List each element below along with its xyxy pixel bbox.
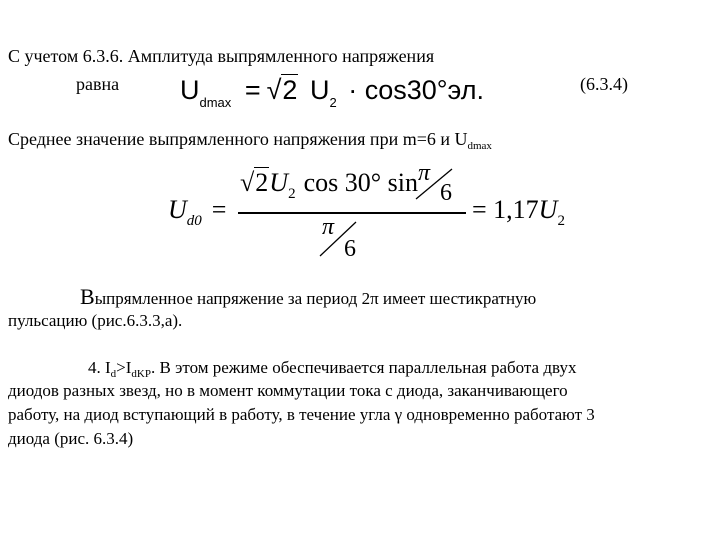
fraction-slash xyxy=(410,163,460,203)
paragraph-line: С учетом 6.3.6. Амплитуда выпрямленного напряжения xyxy=(8,46,435,66)
formula-subscript: dmax xyxy=(199,95,232,110)
paragraph-line: работу, на диод вступающий в работу, в течение угла γ одновременно работают 3 xyxy=(8,405,595,424)
formula-variable: U xyxy=(309,75,330,105)
formula-lhs xyxy=(168,195,226,230)
text-subscript: dmax xyxy=(467,140,492,152)
formula-subscript: 2 xyxy=(557,213,565,229)
paragraph-line: диодов разных звезд, но в момент коммутации тока с диода, заканчивающего xyxy=(8,381,568,400)
formula-subscript: d0 xyxy=(186,213,202,229)
paragraph-line: пульсацию (рис.6.3.3,а). xyxy=(8,311,183,330)
formula-subscript: 2 xyxy=(329,95,337,110)
sqrt-argument: 2 xyxy=(282,75,298,105)
text-subscript: dKP xyxy=(131,368,151,380)
paragraph-text: ыпрямленное напряжение за период 2π имеет шестикратную xyxy=(94,289,537,308)
paragraph-text: Среднее значение выпрямленного напряжения при m=6 и U xyxy=(8,129,468,149)
equation-number: (6.3.4) xyxy=(580,74,628,94)
sqrt-argument: 2 xyxy=(255,168,269,197)
formula-tail: · cos30°эл. xyxy=(348,75,484,105)
paragraph-text: 4. I xyxy=(88,358,111,377)
paragraph-line: диода (рис. 6.3.4) xyxy=(8,429,134,448)
drop-cap: В xyxy=(80,284,95,309)
fraction-numerator xyxy=(240,168,418,203)
formula-variable: U xyxy=(168,195,187,224)
denominator-six: 6 xyxy=(344,236,356,262)
formula-trig: cos 30° sin xyxy=(303,168,418,197)
inner-fraction-pi: π xyxy=(418,160,431,186)
paragraph-text: >I xyxy=(116,358,132,377)
denominator-pi: π xyxy=(322,214,335,240)
paragraph-word: равна xyxy=(76,74,120,94)
fraction-bar xyxy=(238,212,466,214)
paragraph-line xyxy=(8,128,492,157)
paragraph-line xyxy=(80,286,536,310)
formula-variable: U xyxy=(180,75,200,105)
fraction-slash xyxy=(314,216,364,260)
formula-equals: = xyxy=(211,195,227,224)
inner-fraction-six: 6 xyxy=(440,180,452,206)
formula-subscript: 2 xyxy=(288,186,296,202)
text-subscript: d xyxy=(110,368,117,380)
formula-variable: U xyxy=(538,195,558,224)
paragraph-text: . В этом режиме обеспечивается параллельная работа двух xyxy=(150,358,577,377)
sqrt-sign: √ xyxy=(240,168,255,197)
formula-variable: U xyxy=(269,168,289,197)
sqrt-sign: √ xyxy=(266,75,282,105)
formula-result xyxy=(472,195,565,230)
result-value: = 1,17 xyxy=(472,195,539,224)
amplitude-formula xyxy=(180,74,484,119)
formula-equals: = xyxy=(244,75,261,105)
